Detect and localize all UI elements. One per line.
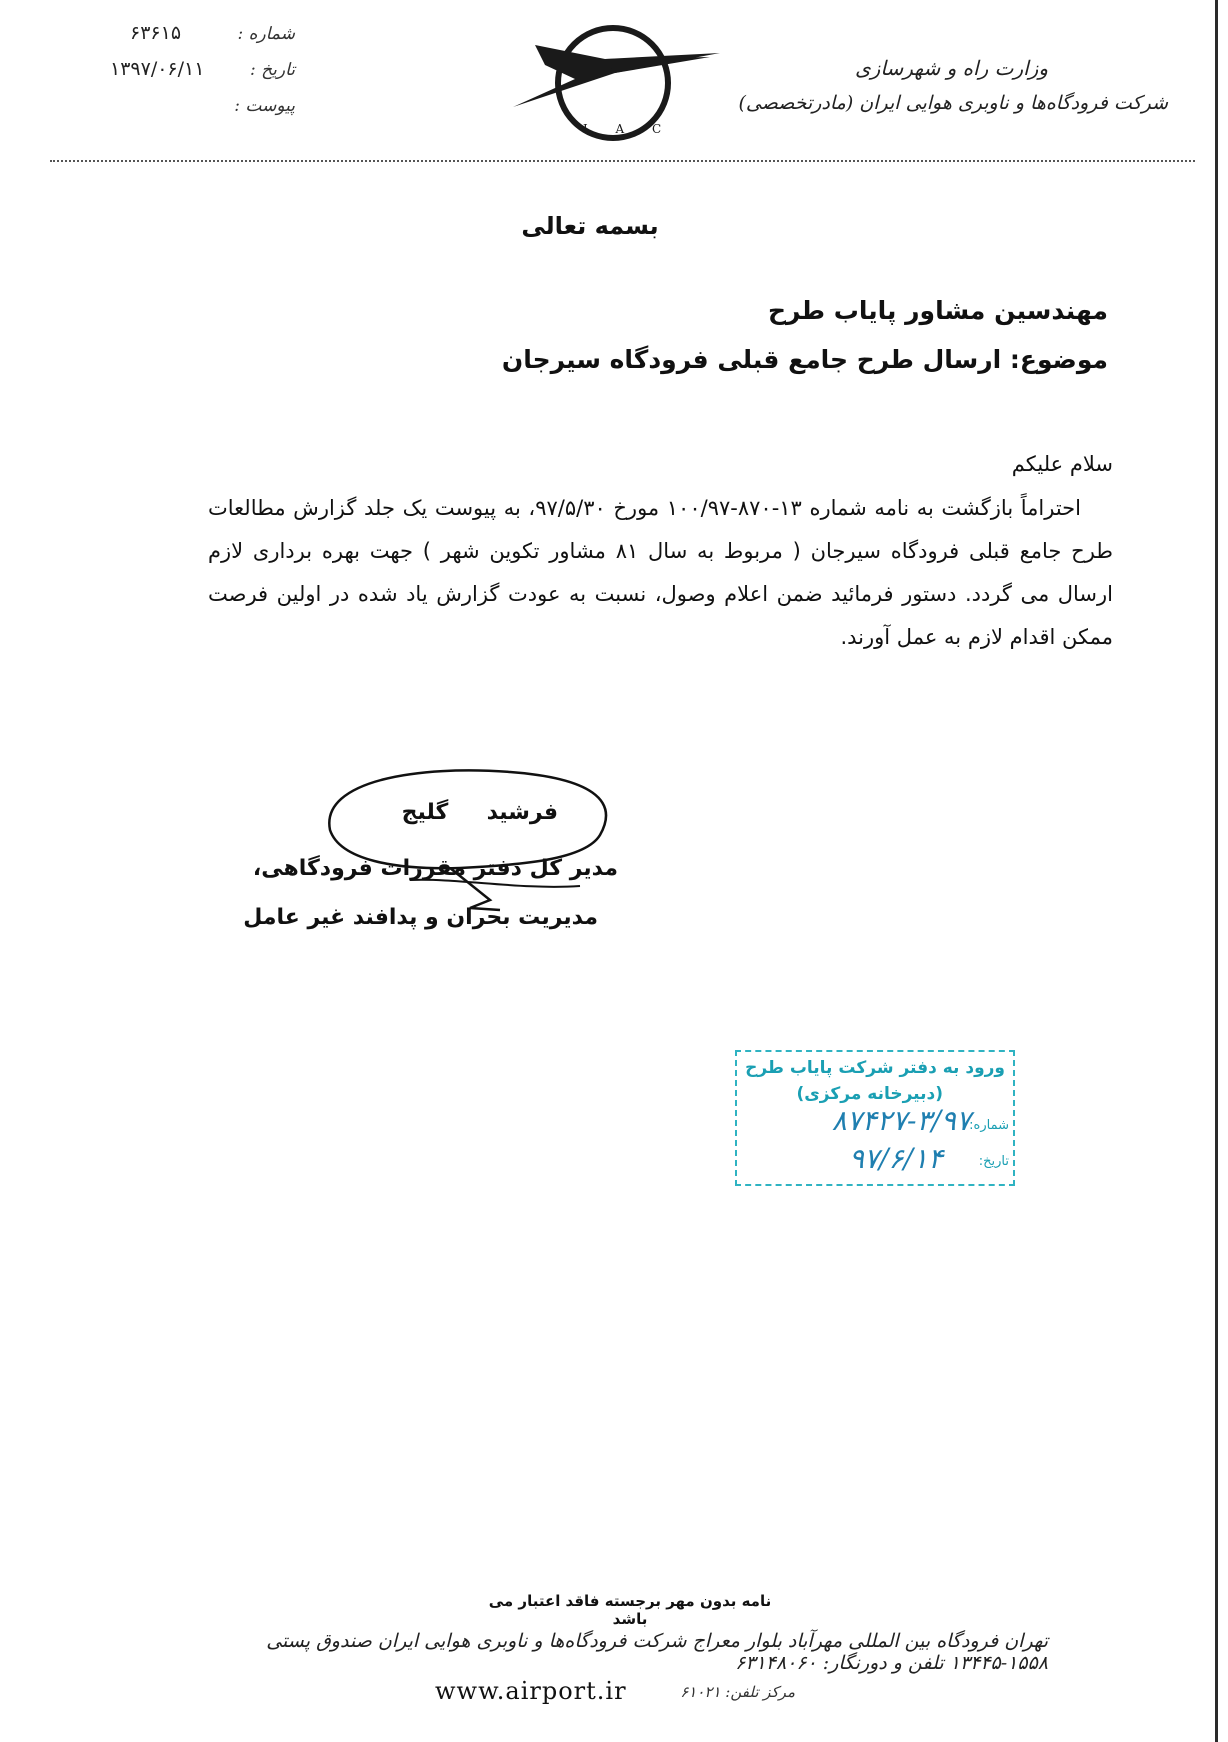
- letter-number: ۶۳۶۱۵: [130, 22, 182, 44]
- received-stamp: [735, 1050, 1015, 1186]
- attachment-label: پیوست :: [234, 96, 295, 116]
- stamp-date-label: تاریخ:: [978, 1154, 1009, 1169]
- recipient: مهندسین مشاور پایاب طرح: [767, 296, 1108, 325]
- footer-address: تهران فرودگاه بین المللی مهرآباد بلوار معراج شرکت فرودگاه‌ها و ناوبری هوایی ایران صندوق پستی ۱۵۵۸-۱۳۴۴۵ تلفن و دورنگار: ۶۳۱۴۸۰۶۰: [266, 1630, 1048, 1674]
- phone-center: مرکز تلفن: ۶۱۰۲۱: [680, 1683, 795, 1701]
- signatory-title: مدیر کل دفتر مقررات فرودگاهی،: [252, 856, 618, 881]
- stamp-number: ۸۷۴۲۷-۳/۹۷: [831, 1104, 971, 1137]
- website-link[interactable]: www.airport.ir: [435, 1677, 627, 1705]
- iac-emblem-icon: [505, 15, 735, 145]
- logo-text: I A C: [583, 122, 674, 136]
- letter-meta: [110, 22, 295, 122]
- page-edge-line: [1215, 0, 1218, 1742]
- subject: موضوع: ارسال طرح جامع قبلی فرودگاه سیرجان: [501, 345, 1108, 374]
- footer-contact: [435, 1675, 795, 1715]
- stamp-number-label: شماره:: [969, 1118, 1009, 1133]
- company-name: شرکت فرودگاه‌ها و ناوبری هوایی ایران (مادرتخصصی): [738, 92, 1168, 114]
- letter-body: احتراماً بازگشت به نامه شماره ۱۳-۸۷۰-۱۰۰/۹۷ مورخ ۹۷/۵/۳۰، به پیوست یک جلد گزارش مطالعات طرح جامع قبلی فرودگاه سیرجان ( مربوط به سال ۸۱ مشاور تکوین شهر ) جهت بهره برداری لازم ارسال می گردد. دستور فرمائید ضمن اعلام وصول، نسبت به عودت گزارش یاد شده در اولین فرصت ممکن اقدام لازم به عمل آورند.: [208, 496, 1114, 649]
- bismillah-heading: بسمه تعالی: [521, 212, 659, 240]
- signatory-department: مدیریت بحران و پدافند غیر عامل: [243, 905, 598, 930]
- company-logo: [505, 15, 735, 145]
- greeting: سلام علیکم: [1011, 452, 1113, 476]
- letter-date: ۱۳۹۷/۰۶/۱۱: [110, 58, 205, 80]
- header-divider: [50, 160, 1195, 162]
- date-label: تاریخ :: [250, 60, 295, 80]
- stamp-date: ۹۷/۶/۱۴: [848, 1142, 943, 1175]
- stamp-line-2: (دبیرخانه مرکزی): [796, 1084, 943, 1104]
- validity-note: نامه بدون مهر برجسته فاقد اعتبار می باشد: [488, 1592, 772, 1628]
- ministry-name: وزارت راه و شهرسازی: [855, 56, 1048, 80]
- stamp-line-1: ورود به دفتر شرکت پایاب طرح: [745, 1058, 1005, 1078]
- signatory-name: فرشید گلیج: [401, 800, 558, 825]
- number-label: شماره :: [237, 24, 295, 44]
